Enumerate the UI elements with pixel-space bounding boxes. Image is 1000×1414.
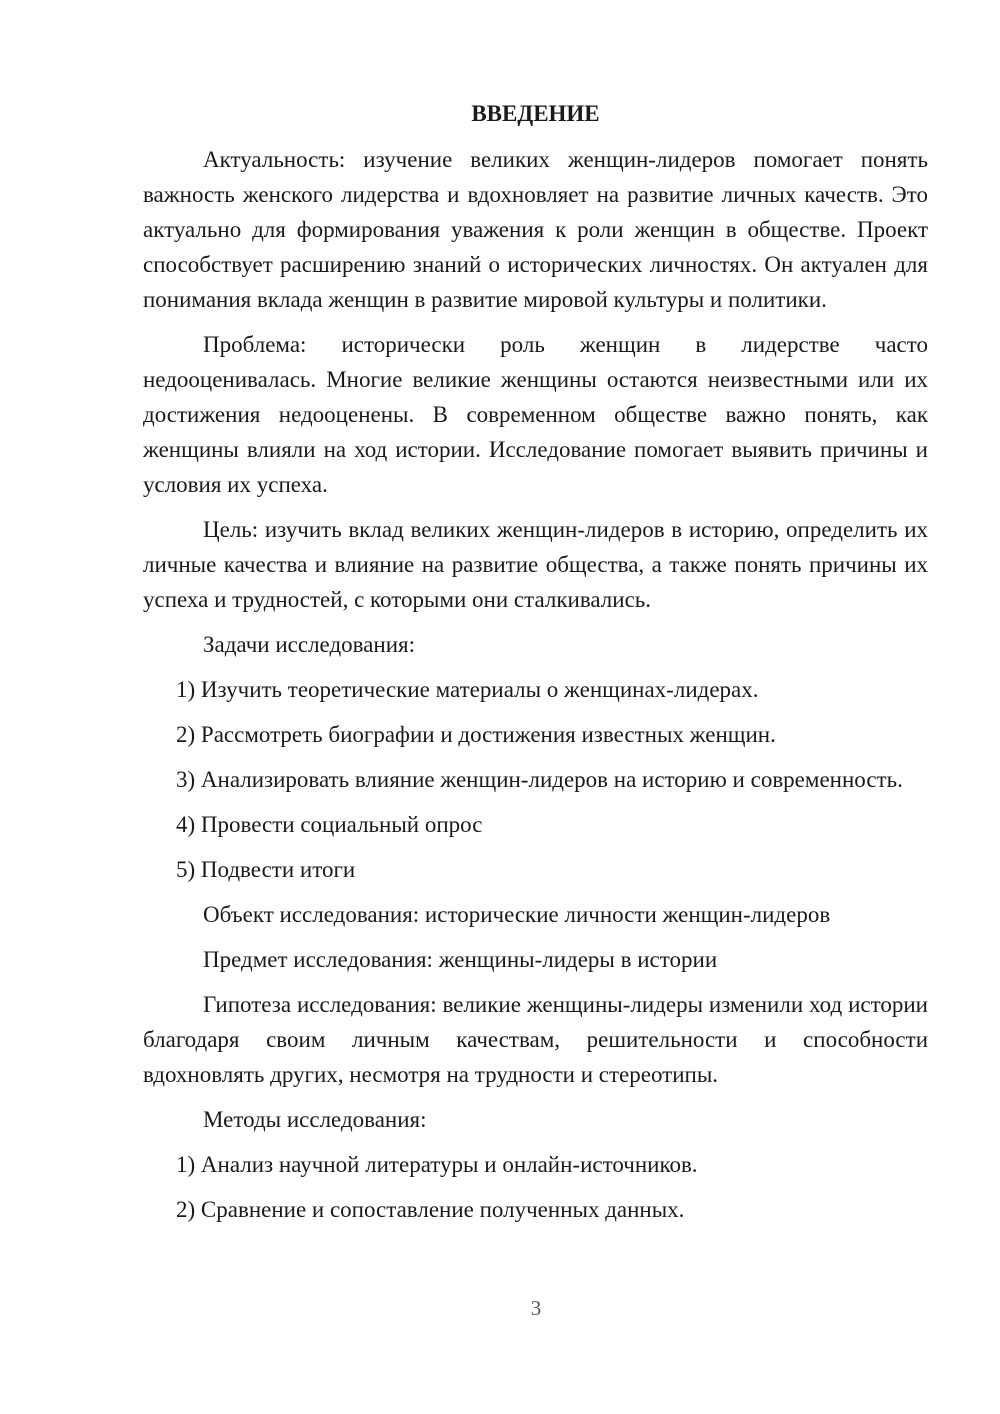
goal-paragraph: Цель: изучить вклад великих женщин-лидеров в историю, определить их личные качества и влияние на развитие общества, а также понять причины их успеха и трудностей, с которыми они сталкивались.: [143, 517, 928, 612]
task-item-5: 5) Подвести итоги: [176, 857, 356, 882]
task-item-2: 2) Рассмотреть биографии и достижения известных женщин.: [176, 722, 776, 747]
page-number: 3: [530, 1296, 542, 1320]
task-item-3: 3) Анализировать влияние женщин-лидеров на историю и современность.: [176, 767, 903, 792]
task-item-1: 1) Изучить теоретические материалы о женщинах-лидерах.: [176, 677, 759, 702]
relevance-paragraph: Актуальность: изучение великих женщин-лидеров помогает понять важность женского лидерства и вдохновляет на развитие личных качеств. Это актуально для формирования уважения к роли женщин в обществе. Проект способствует расширению знаний о исторических личностях. Он актуален для понимания вклада женщин в развитие мировой культуры и политики.: [143, 147, 928, 312]
research-object: Объект исследования: исторические личности женщин-лидеров: [203, 902, 831, 927]
section-title: ВВЕДЕНИЕ: [471, 101, 600, 126]
method-item-2: 2) Сравнение и сопоставление полученных данных.: [176, 1197, 685, 1222]
tasks-heading: Задачи исследования:: [203, 632, 416, 657]
method-item-1: 1) Анализ научной литературы и онлайн-источников.: [176, 1152, 698, 1177]
methods-heading: Методы исследования:: [203, 1107, 427, 1132]
document-body: [143, 96, 928, 1237]
problem-paragraph: Проблема: исторически роль женщин в лидерстве часто недооценивалась. Многие великие женщины остаются неизвестными или их достижения недооценены. В современном обществе важно понять, как женщины влияли на ход истории. Исследование помогает выявить причины и условия их успеха.: [143, 332, 928, 497]
research-hypothesis: Гипотеза исследования: великие женщины-лидеры изменили ход истории благодаря своим личным качествам, решительности и способности вдохновлять других, несмотря на трудности и стереотипы.: [143, 992, 928, 1087]
task-item-4: 4) Провести социальный опрос: [176, 812, 483, 837]
research-subject: Предмет исследования: женщины-лидеры в истории: [203, 947, 718, 972]
